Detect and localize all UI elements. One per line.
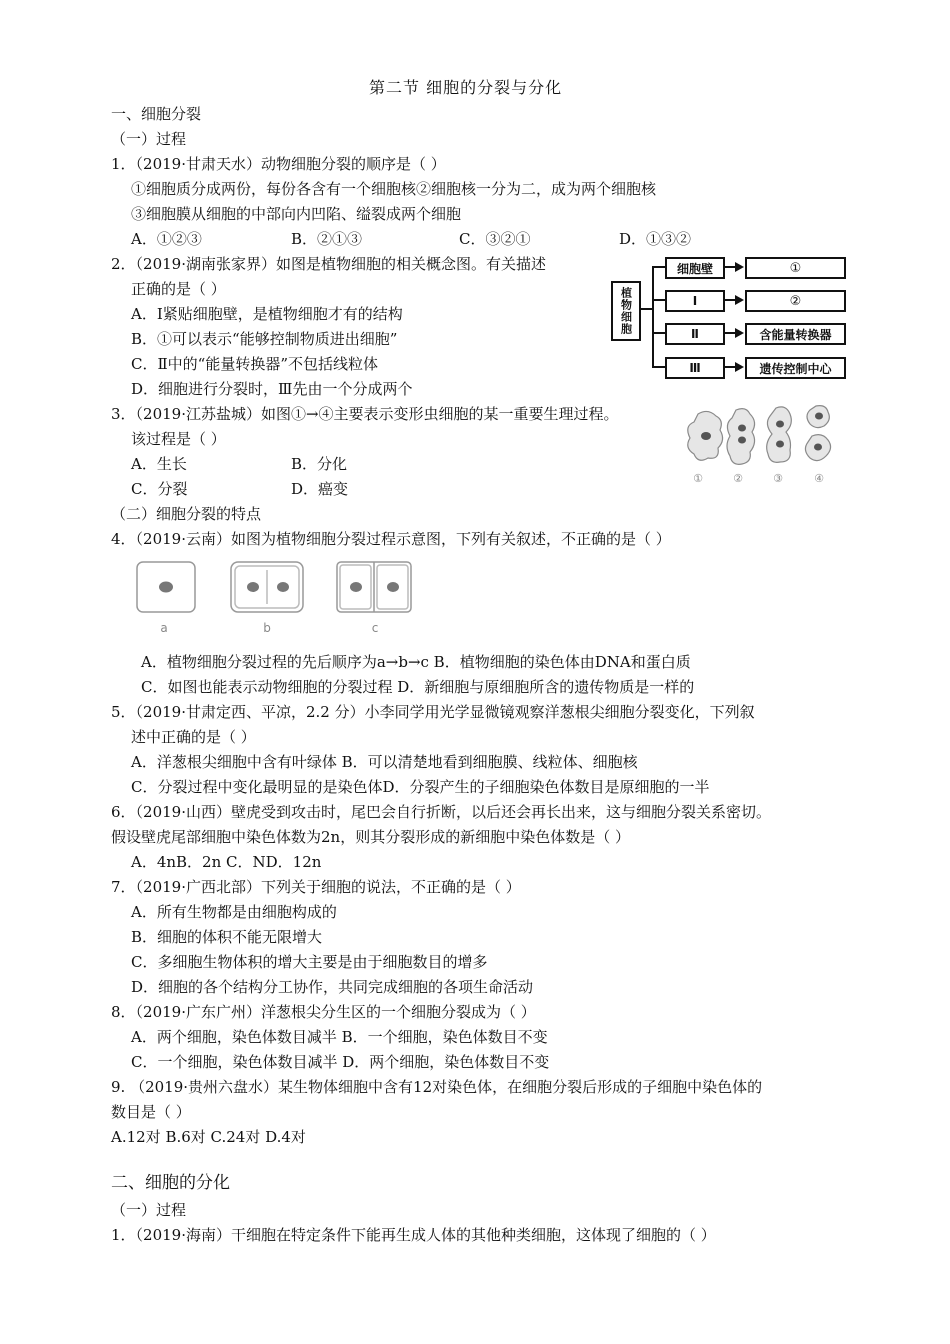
q5-options-ab: A．洋葱根尖细胞中含有叶绿体 B．可以清楚地看到细胞膜、线粒体、细胞核	[131, 753, 638, 771]
diagram-connector	[652, 266, 666, 268]
q7-option-a: A．所有生物都是由细胞构成的	[131, 903, 337, 921]
q6-stem: 6．（2019·山西）壁虎受到攻击时，尾巴会自行折断，以后还会再长出来，这与细胞分裂关系密切。	[111, 803, 771, 821]
q6-options: A．4nB．2n C．ND．12n	[131, 853, 322, 871]
q7-option-b: B．细胞的体积不能无限增大	[131, 928, 323, 946]
q9-line: 数目是（ ）	[111, 1103, 191, 1121]
s2-q1-stem: 1．（2019·海南）干细胞在特定条件下能再生成人体的其他种类细胞，这体现了细胞的（ ）	[111, 1226, 716, 1244]
figure-label: ③	[773, 472, 783, 485]
diagram-node-energy-converter: 含能量转换器	[745, 323, 846, 345]
q1-option-a: A．①②③	[131, 230, 202, 248]
plant-cell-division-figure	[131, 558, 421, 638]
diagram-node-2: ②	[745, 290, 846, 312]
diagram-node-iii: Ⅲ	[665, 357, 725, 379]
q3-option-a: A．生长	[131, 455, 187, 473]
q5-stem: 5．（2019·甘肃定西、平凉，2.2 分）小李同学用光学显微镜观察洋葱根尖细胞分裂变化，下列叙	[111, 703, 755, 721]
q2-option-d: D．细胞进行分裂时，Ⅲ先由一个分成两个	[131, 380, 413, 398]
q8-stem: 8．（2019·广东广州）洋葱根尖分生区的一个细胞分裂成为（ ）	[111, 1003, 536, 1021]
section-heading-cell-differentiation: 二、细胞的分化	[111, 1173, 230, 1193]
q7-stem: 7．（2019·广西北部）下列关于细胞的说法，不正确的是（ ）	[111, 878, 521, 896]
q9-options: A.12对 B.6对 C.24对 D.4对	[111, 1128, 306, 1146]
q2-option-a: A．Ⅰ紧贴细胞壁，是植物细胞才有的结构	[131, 305, 403, 323]
q8-options-cd: C．一个细胞，染色体数目减半 D．两个细胞，染色体数目不变	[131, 1053, 550, 1071]
figure-label: ①	[693, 472, 703, 485]
subheading-process: （一）过程	[111, 1201, 187, 1219]
diagram-node-cell-wall: 细胞壁	[665, 257, 725, 279]
q1-option-c: C．③②①	[459, 230, 531, 248]
q3-line: 该过程是（ ）	[131, 430, 226, 448]
subheading-process: （一）过程	[111, 130, 187, 148]
q7-option-d: D．细胞的各个结构分工协作，共同完成细胞的各项生命活动	[131, 978, 534, 996]
amoeba-division-figure	[680, 402, 840, 490]
q1-option-b: B．②①③	[291, 230, 363, 248]
amoeba-stage-2	[727, 409, 755, 465]
page-title: 第二节 细胞的分裂与分化	[369, 78, 563, 97]
figure-label: c	[371, 621, 379, 635]
arrow-right-icon	[735, 362, 744, 372]
q3-stem: 3．（2019·江苏盐城）如图①→④主要表示变形虫细胞的某一重要生理过程。	[111, 405, 619, 423]
arrow-right-icon	[735, 295, 744, 305]
q2-stem: 2．（2019·湖南张家界）如图是植物细胞的相关概念图。有关描述	[111, 255, 546, 273]
q2-option-b: B．①可以表示“能够控制物质进出细胞”	[131, 330, 398, 348]
q3-option-d: D．癌变	[291, 480, 349, 498]
q6-line: 假设壁虎尾部细胞中染色体数为2n，则其分裂形成的新细胞中染色体数是（ ）	[111, 828, 630, 846]
subheading-characteristics: （二）细胞分裂的特点	[111, 505, 262, 523]
q4-stem: 4．（2019·云南）如图为植物细胞分裂过程示意图，下列有关叙述，不正确的是（ ）	[111, 530, 671, 548]
diagram-node-ii: Ⅱ	[665, 323, 725, 345]
diagram-node-i: Ⅰ	[665, 290, 725, 312]
q1-line: ①细胞质分成两份，每份各含有一个细胞核②细胞核一分为二，成为两个细胞核	[131, 180, 657, 198]
diagram-connector	[652, 266, 654, 367]
section-heading-cell-division: 一、细胞分裂	[111, 105, 202, 123]
q1-stem: 1．（2019·甘肃天水）动物细胞分裂的顺序是（ ）	[111, 155, 446, 173]
figure-label: ②	[733, 472, 743, 485]
q4-options-ab: A．植物细胞分裂过程的先后顺序为a→b→c B．植物细胞的染色体由DNA和蛋白质	[141, 653, 691, 671]
q9-stem: 9. （2019·贵州六盘水）某生物体细胞中含有12对染色体，在细胞分裂后形成的子细胞中染色体的	[111, 1078, 763, 1096]
figure-label: b	[263, 621, 271, 635]
diagram-connector	[652, 366, 666, 368]
q3-option-b: B．分化	[291, 455, 348, 473]
q8-options-ab: A．两个细胞，染色体数目减半 B．一个细胞，染色体数目不变	[131, 1028, 548, 1046]
amoeba-stage-3	[767, 407, 792, 462]
q1-line: ③细胞膜从细胞的中部向内凹陷、缢裂成两个细胞	[131, 205, 462, 223]
q2-line: 正确的是（ ）	[131, 280, 226, 298]
figure-label: ④	[814, 472, 824, 485]
diagram-connector	[652, 299, 666, 301]
diagram-node-genetic-control-center: 遗传控制中心	[745, 357, 846, 379]
q3-option-c: C．分裂	[131, 480, 188, 498]
figure-label: a	[160, 621, 168, 635]
arrow-right-icon	[735, 262, 744, 272]
diagram-connector	[652, 332, 666, 334]
diagram-node-1: ①	[745, 257, 846, 279]
q4-options-cd: C．如图也能表示动物细胞的分裂过程 D．新细胞与原细胞所含的遗传物质是一样的	[141, 678, 695, 696]
arrow-right-icon	[735, 328, 744, 338]
q2-option-c: C．Ⅱ中的“能量转换器”不包括线粒体	[131, 355, 379, 373]
q1-option-d: D．①③②	[619, 230, 692, 248]
q7-option-c: C．多细胞生物体积的增大主要是由于细胞数目的增多	[131, 953, 488, 971]
q5-options-cd: C．分裂过程中变化最明显的是染色体D．分裂产生的子细胞染色体数目是原细胞的一半	[131, 778, 710, 796]
diagram-root-plant-cell: 植物细胞	[611, 281, 641, 341]
q5-line: 述中正确的是（ ）	[131, 728, 256, 746]
